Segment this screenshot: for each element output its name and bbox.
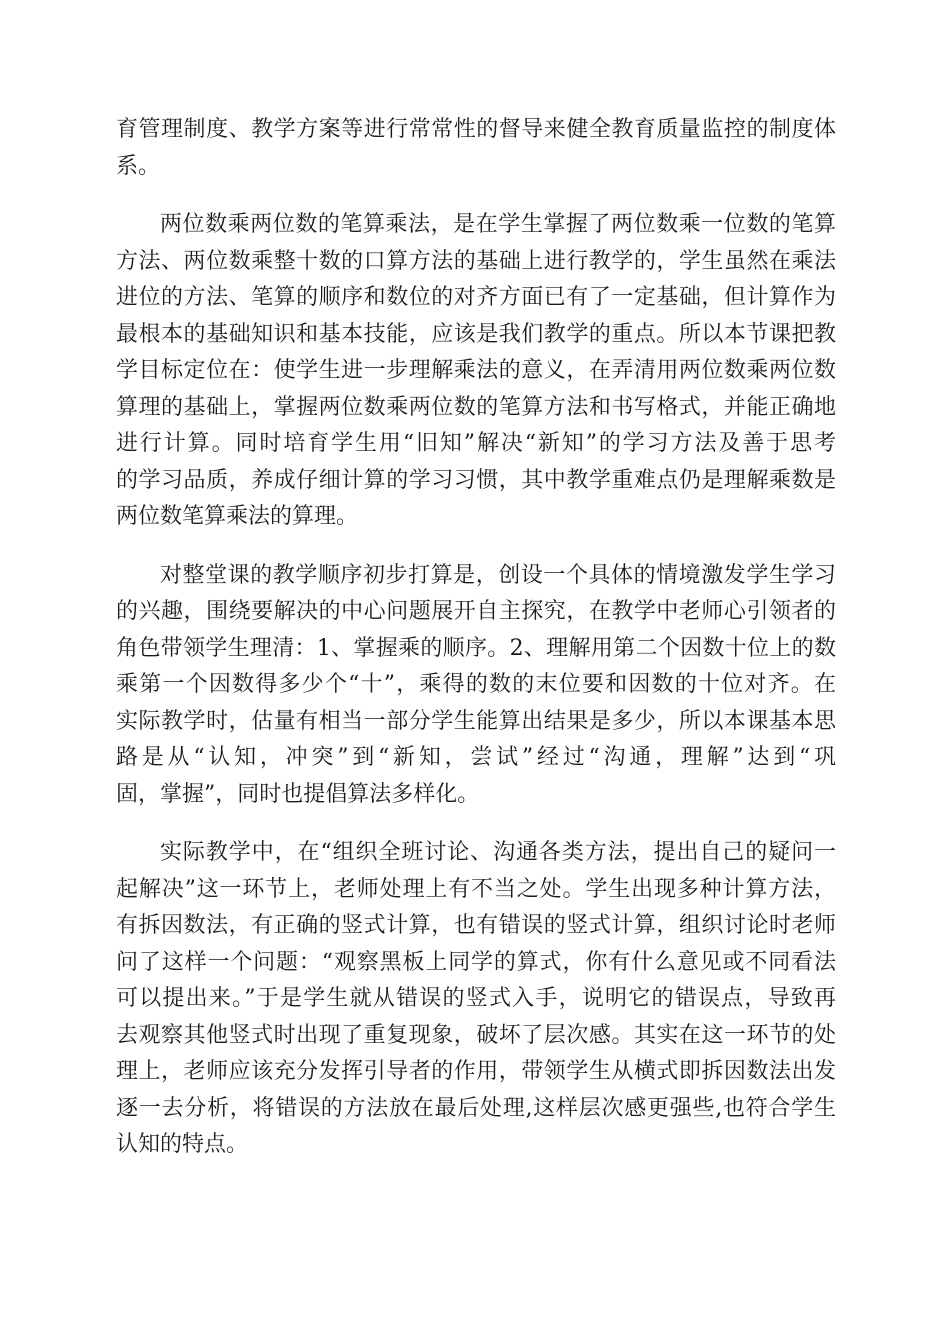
text-line: 角色带领学生理清：1、掌握乘的顺序。2、理解用第二个因数十位上的数 xyxy=(116,635,836,661)
text-line: 实际教学时，估量有相当一部分学生能算出结果是多少，所以本课基本思 xyxy=(116,708,836,734)
text-line: 固，掌握”，同时也提倡算法多样化。 xyxy=(116,781,480,807)
text-line: 逐一去分析，将错误的方法放在最后处理,这样层次感更强些,也符合学生 xyxy=(116,1095,836,1121)
paragraph-4 xyxy=(116,835,836,1164)
text-line: 乘第一个因数得多少个“十”，乘得的数的末位要和因数的十位对齐。在 xyxy=(116,672,836,697)
text-line: 学目标定位在：使学生进一步理解乘法的意义，在弄清用两位数乘两位数 xyxy=(116,358,836,383)
text-line: 起解决”这一环节上，老师处理上有不当之处。学生出现多种计算方法， xyxy=(116,876,836,902)
paragraph-1 xyxy=(116,112,836,185)
paragraph-2 xyxy=(116,207,836,536)
text-line: 两位数乘两位数的笔算乘法，是在学生掌握了两位数乘一位数的笔算 xyxy=(160,212,836,237)
text-line: 实际教学中，在“组织全班讨论、沟通各类方法，提出自己的疑问一 xyxy=(160,840,836,865)
document-body xyxy=(116,112,836,1186)
text-line: 系。 xyxy=(116,153,161,179)
text-line: 最根本的基础知识和基本技能，应该是我们教学的重点。所以本节课把教 xyxy=(116,321,836,347)
text-line: 算理的基础上，掌握两位数乘两位数的笔算方法和书写格式，并能正确地 xyxy=(116,394,836,420)
text-line: 方法、两位数乘整十数的口算方法的基础上进行教学的，学生虽然在乘法 xyxy=(116,248,836,274)
text-line: 路是从“认知，冲突”到“新知，尝试”经过“沟通，理解”达到“巩 xyxy=(116,745,836,770)
text-line: 的兴趣，围绕要解决的中心问题展开自主探究，在教学中老师心引领者的 xyxy=(116,599,836,624)
paragraph-3 xyxy=(116,558,836,814)
text-line: 对整堂课的教学顺序初步打算是，创设一个具体的情境激发学生学习 xyxy=(160,562,836,588)
text-line: 进行计算。同时培育学生用“旧知”解决“新知”的学习方法及善于思考 xyxy=(116,431,836,456)
text-line: 的学习品质，养成仔细计算的学习习惯，其中教学重难点仍是理解乘数是 xyxy=(116,467,836,493)
text-line: 进位的方法、笔算的顺序和数位的对齐方面已有了一定基础，但计算作为 xyxy=(116,285,836,310)
text-line: 理上，老师应该充分发挥引导者的作用，带领学生从横式即拆因数法出发 xyxy=(116,1059,836,1084)
text-line: 去观察其他竖式时出现了重复现象，破坏了层次感。其实在这一环节的处 xyxy=(116,1022,836,1048)
text-line: 两位数笔算乘法的算理。 xyxy=(116,504,359,529)
text-line: 可以提出来。”于是学生就从错误的竖式入手，说明它的错误点，导致再 xyxy=(116,986,836,1011)
text-line: 育管理制度、教学方案等进行常常性的督导来健全教育质量监控的制度体 xyxy=(116,117,836,142)
text-line: 问了这样一个问题：“观察黑板上同学的算式，你有什么意见或不同看法 xyxy=(116,949,836,975)
text-line: 有拆因数法，有正确的竖式计算，也有错误的竖式计算，组织讨论时老师 xyxy=(116,913,836,938)
text-line: 认知的特点。 xyxy=(116,1132,249,1157)
